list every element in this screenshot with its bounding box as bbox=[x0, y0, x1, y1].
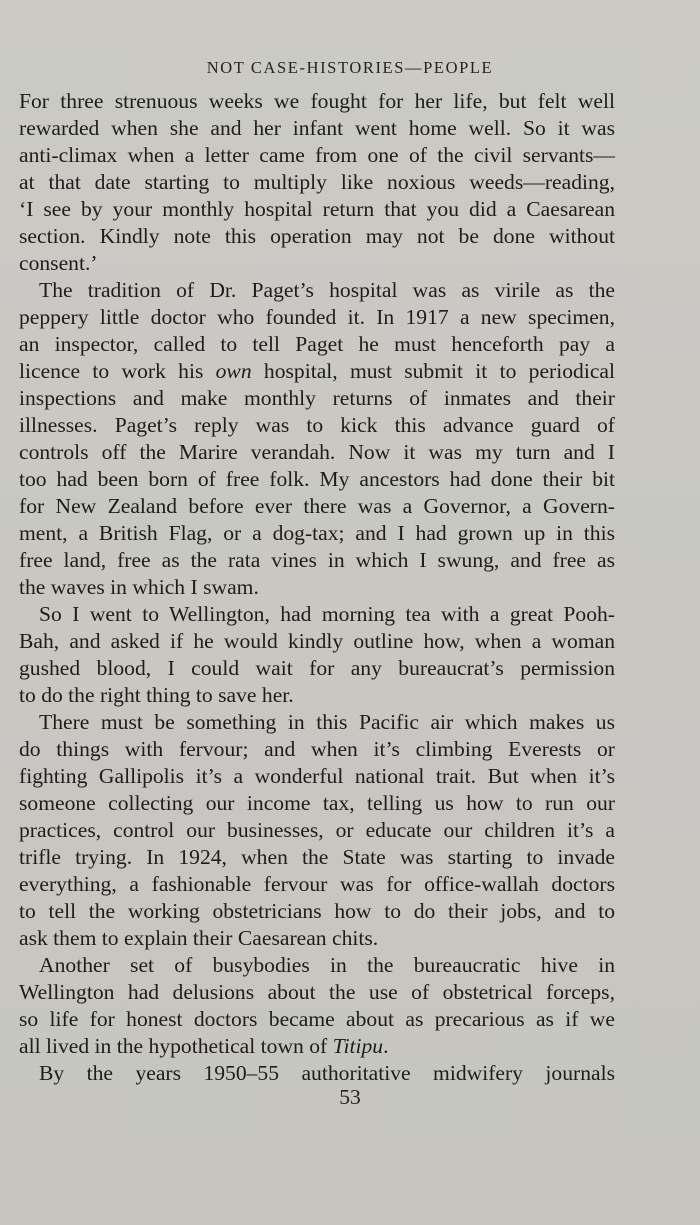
text-line: peppery little doctor who founded it. In 1917 a new specimen, bbox=[19, 305, 615, 329]
text-line: someone collecting our income tax, telling us how to run our bbox=[19, 791, 615, 815]
running-head: NOT CASE-HISTORIES—PEOPLE bbox=[206, 58, 494, 77]
text-line: controls off the Marire verandah. Now it was my turn and I bbox=[19, 440, 615, 464]
text-line: all lived in the hypothetical town of Titipu. bbox=[19, 1034, 389, 1058]
text-line: illnesses. Paget’s reply was to kick this advance guard of bbox=[19, 413, 615, 437]
text-line: anti-climax when a letter came from one of the civil servants— bbox=[19, 143, 615, 167]
text-line: rewarded when she and her infant went home well. So it was bbox=[19, 116, 615, 140]
text-line: gushed blood, I could wait for any bureaucrat’s permission bbox=[19, 656, 615, 680]
paragraph-start-line: By the years 1950–55 authoritative midwifery journals bbox=[39, 1061, 615, 1085]
text-line: free land, free as the rata vines in which I swung, and free as bbox=[19, 548, 615, 572]
text-line: For three strenuous weeks we fought for her life, but felt well bbox=[19, 89, 615, 113]
page-number: 53 bbox=[339, 1085, 361, 1109]
text-line: ‘I see by your monthly hospital return that you did a Caesarean bbox=[19, 197, 615, 221]
text-line: ment, a British Flag, or a dog-tax; and I had grown up in this bbox=[19, 521, 615, 545]
text-line: to tell the working obstetricians how to do their jobs, and to bbox=[19, 899, 615, 923]
text-line: do things with fervour; and when it’s climbing Everests or bbox=[19, 737, 615, 761]
text-line: consent.’ bbox=[19, 251, 98, 275]
text-line: licence to work his own hospital, must submit it to periodical bbox=[19, 359, 615, 383]
text-line: Bah, and asked if he would kindly outline how, when a woman bbox=[19, 629, 615, 653]
paragraph-start-line: Another set of busybodies in the bureaucratic hive in bbox=[39, 953, 615, 977]
text-line: too had been born of free folk. My ancestors had done their bit bbox=[19, 467, 615, 491]
text-line: for New Zealand before ever there was a Governor, a Govern- bbox=[19, 494, 615, 518]
text-line: so life for honest doctors became about as precarious as if we bbox=[19, 1007, 615, 1031]
text-line: Wellington had delusions about the use of obstetrical forceps, bbox=[19, 980, 615, 1004]
text-line: to do the right thing to save her. bbox=[19, 683, 294, 707]
text-line: section. Kindly note this operation may not be done without bbox=[19, 224, 615, 248]
text-line: everything, a fashionable fervour was for office-wallah doctors bbox=[19, 872, 615, 896]
paragraph-start-line: The tradition of Dr. Paget’s hospital was as virile as the bbox=[39, 278, 615, 302]
text-line: inspections and make monthly returns of inmates and their bbox=[19, 386, 615, 410]
text-line: the waves in which I swam. bbox=[19, 575, 259, 599]
text-line: ask them to explain their Caesarean chits. bbox=[19, 926, 379, 950]
text-line: fighting Gallipolis it’s a wonderful national trait. But when it’s bbox=[19, 764, 615, 788]
text-line: trifle trying. In 1924, when the State was starting to invade bbox=[19, 845, 615, 869]
paragraph-start-line: So I went to Wellington, had morning tea with a great Pooh- bbox=[39, 602, 615, 626]
text-line: practices, control our businesses, or educate our children it’s a bbox=[19, 818, 615, 842]
body-text bbox=[19, 88, 615, 1087]
paragraph-start-line: There must be something in this Pacific air which makes us bbox=[39, 710, 615, 734]
text-line: at that date starting to multiply like noxious weeds—reading, bbox=[19, 170, 615, 194]
text-line: an inspector, called to tell Paget he must henceforth pay a bbox=[19, 332, 615, 356]
